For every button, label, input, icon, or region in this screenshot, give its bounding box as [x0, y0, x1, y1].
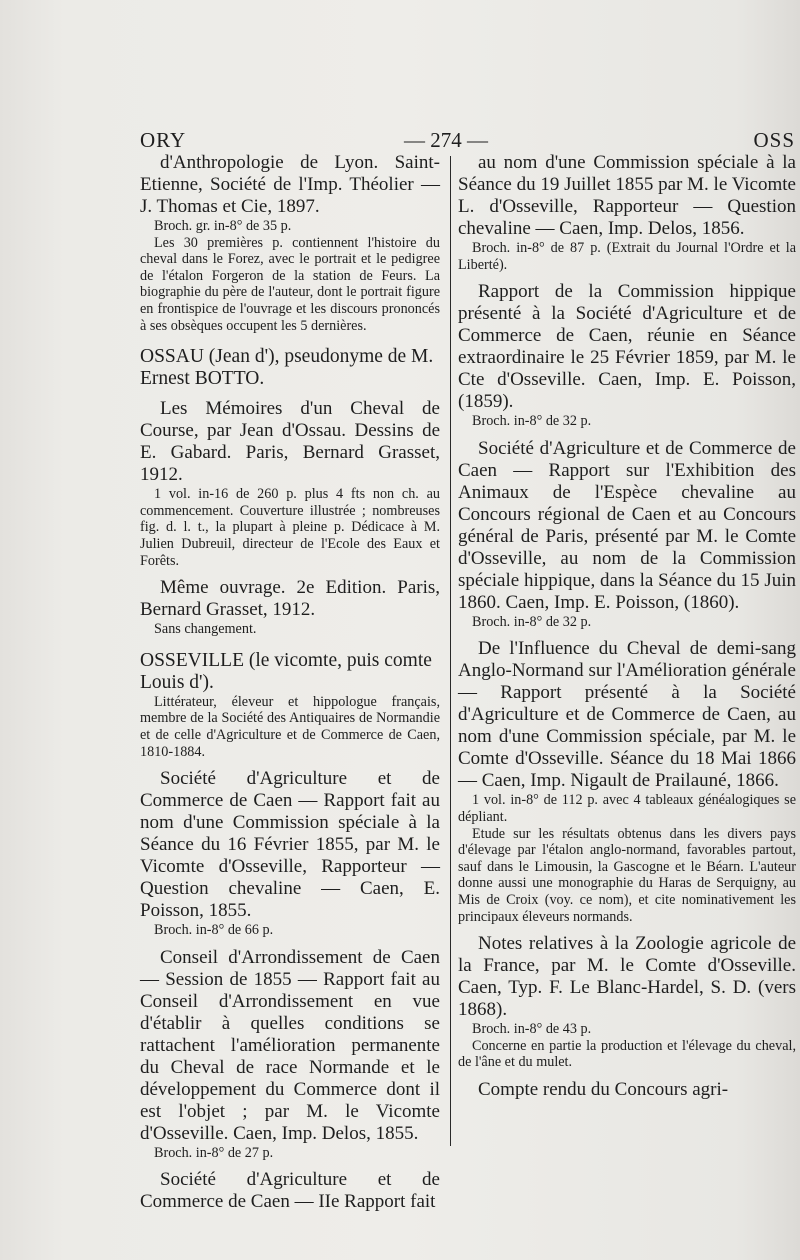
- entry-title: De l'Influence du Cheval de demi-sang Anglo-Normand sur l'Amélioration générale — Rapport présenté à la Société d'Agriculture et de Commerce de Caen, au nom d'une Commission spéciale, par M. le Comte d'Osseville. Séance du 18 Mai 1866 — Caen, Imp. Nigault de Prailauné, 1866.: [458, 638, 796, 792]
- spacer: [140, 760, 440, 768]
- entry-note: Sans changement.: [154, 621, 257, 638]
- right-column: [458, 152, 796, 1101]
- author-heading: OSSEVILLE (le vicomte, puis comte Louis d').: [140, 649, 432, 693]
- spacer: [140, 1161, 440, 1169]
- entry-note: Broch. in-8° de 32 p.: [472, 613, 592, 630]
- entry-note: Les 30 premières p. contiennent l'histoire du cheval dans le Forez, avec le portrait et le pedigree de l'étalon Forgeron de la station de Feurs. La biographie du père de l'auteur, dont le portrait figure en frontispice de l'ouvrage et les discours prononcés à ses obsèques occupent les 5 dernières.: [140, 234, 440, 334]
- left-column: [140, 152, 440, 1213]
- spacer: [458, 273, 796, 281]
- spacer: [140, 569, 440, 577]
- entry-title: Rapport de la Commission hippique présenté à la Société d'Agriculture et de Commerce de Caen, réunie en Séance extraordinaire le 25 Février 1859, par M. le Cte d'Osseville. Caen, Imp. E. Poisson, (1859).: [458, 281, 796, 413]
- entry-title: au nom d'une Commission spéciale à la Séance du 19 Juillet 1855 par M. le Vicomte L. d'Osseville, Rapporteur — Question chevaline — Caen, Imp. Delos, 1856.: [458, 152, 796, 239]
- entry-title: d'Anthropologie de Lyon. Saint-Etienne, Société de l'Imp. Théolier — J. Thomas et Cie, 1897.: [140, 152, 440, 217]
- page-number: — 274 —: [404, 128, 488, 152]
- entry-note: Concerne en partie la production et l'élevage du cheval, de l'âne et du mulet.: [458, 1037, 796, 1071]
- entry-note: Broch. in-8° de 87 p. (Extrait du Journal l'Ordre et la Liberté).: [458, 240, 796, 273]
- entry-title: Conseil d'Arrondissement de Caen — Session de 1855 — Rapport fait au Conseil d'Arrondissement en vue d'établir à quelles conditions se rattachent l'amélioration permanente du Cheval de race Normande et le développement du Commerce dont il est l'objet ; par M. le Vicomte d'Osseville. Caen, Imp. Delos, 1855.: [140, 946, 440, 1144]
- spacer: [140, 939, 440, 947]
- entry-note: Broch. in-8° de 43 p.: [472, 1021, 592, 1038]
- entry-note: Broch. in-8° de 32 p.: [472, 413, 592, 430]
- spacer: [458, 630, 796, 638]
- author-heading: OSSAU (Jean d'), pseudonyme de M. Ernest BOTTO.: [140, 346, 434, 390]
- entry-title: Les Mémoires d'un Cheval de Course, par Jean d'Ossau. Dessins de E. Gabard. Paris, Bernard Grasset, 1912.: [140, 398, 440, 486]
- entry-note: 1 vol. in-16 de 260 p. plus 4 fts non ch. au commencement. Couverture illustrée ; nombreuses fig. d. l. t., la plupart à pleine p. Dédicace à M. Julien Dubreuil, directeur de l'Ecole des Eaux et Forêts.: [140, 486, 440, 569]
- spacer: [458, 430, 796, 438]
- spacer: [458, 1071, 796, 1079]
- entry-note: Broch. in-8° de 66 p.: [154, 922, 274, 939]
- entry-title: Notes relatives à la Zoologie agricole de la France, par M. le Comte d'Osseville. Caen, Typ. F. Le Blanc-Hardel, S. D. (vers 1868).: [458, 933, 796, 1021]
- entry-note: Littérateur, éleveur et hippologue français, membre de la Société des Antiquaires de Normandie et de celle d'Agriculture et de Commerce de Caen, 1810-1884.: [140, 693, 440, 760]
- header-right: OSS: [753, 128, 795, 152]
- entry-title: Compte rendu du Concours agri-: [478, 1078, 729, 1100]
- running-header: [140, 124, 795, 152]
- spacer: [458, 925, 796, 933]
- entry-title: Société d'Agriculture et de Commerce de Caen — Rapport fait au nom d'une Commission spéciale à la Séance du 16 Février 1855, par M. le Vicomte d'Osseville, Rapporteur — Question chevaline — Caen, E. Poisson, 1855.: [140, 768, 440, 922]
- entry-note: Etude sur les résultats obtenus dans les divers pays d'élevage par l'étalon anglo-normand, favorables partout, sauf dans le Limousin, la Gascogne et le Béarn. L'auteur donne aussi une monographie du Haras de Serquigny, au Mis de Croix (voy. ce nom), et cite nominativement les principaux éleveurs normands.: [458, 825, 796, 925]
- header-left: ORY: [140, 128, 187, 152]
- entry-title: Société d'Agriculture et de Commerce de Caen — Rapport sur l'Exhibition des Animaux de l'Espèce chevaline au Concours régional de Caen et au Concours général de Paris, présenté par M. le Comte d'Osseville, au nom de la Commission spéciale hippique, dans la Séance du 15 Juin 1860. Caen, Imp. E. Poisson, (1860).: [458, 437, 796, 613]
- entry-title: Société d'Agriculture et de Commerce de Caen — IIe Rapport fait: [140, 1169, 440, 1213]
- entry-note: Broch. gr. in-8° de 35 p.: [154, 218, 292, 234]
- spacer: [140, 334, 440, 346]
- column-divider: [450, 156, 451, 1146]
- entry-note: Broch. in-8° de 27 p.: [154, 1144, 274, 1161]
- spacer: [140, 390, 440, 398]
- spacer: [140, 638, 440, 650]
- entry-title: Même ouvrage. 2e Edition. Paris, Bernard Grasset, 1912.: [140, 577, 440, 621]
- entry-note: 1 vol. in-8° de 112 p. avec 4 tableaux généalogiques se dépliant.: [458, 792, 796, 825]
